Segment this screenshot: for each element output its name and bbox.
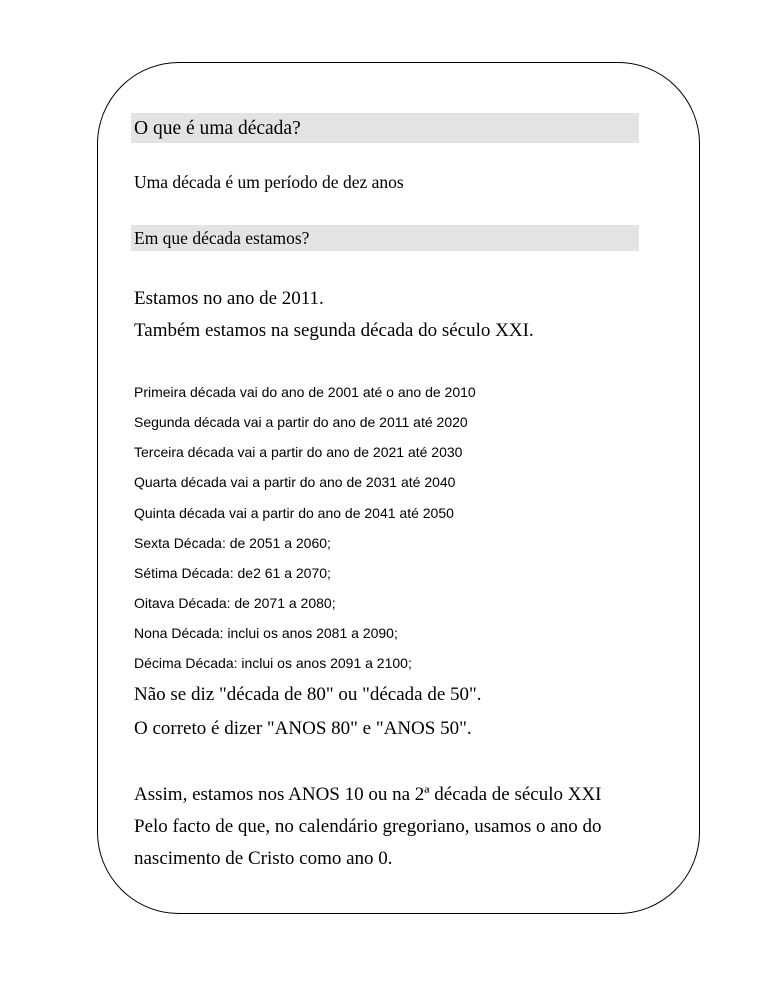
decade-list-item: Quarta década vai a partir do ano de 2031 até 2040	[134, 474, 456, 490]
note-wrong-usage: Não se diz "década de 80" ou "década de 50".	[134, 684, 482, 705]
section-heading-which-decade: Em que década estamos?	[131, 225, 639, 251]
decade-list-item: Nona Década: inclui os anos 2081 a 2090;	[134, 625, 398, 641]
decade-list-item: Décima Década: inclui os anos 2091 a 2100;	[134, 655, 412, 671]
conclusion-line-2: Pelo facto de que, no calendário gregoriano, usamos o ano do	[134, 816, 602, 837]
section-heading-what-is-decade: O que é uma década?	[131, 113, 639, 143]
definition-text: Uma década é um período de dez anos	[134, 172, 404, 192]
current-year-text: Estamos no ano de 2011.	[134, 288, 324, 309]
current-decade-text: Também estamos na segunda década do século XXI.	[134, 320, 534, 341]
decade-list-item: Primeira década vai do ano de 2001 até o ano de 2010	[134, 384, 476, 400]
conclusion-line-3: nascimento de Cristo como ano 0.	[134, 848, 393, 869]
conclusion-line-1: Assim, estamos nos ANOS 10 ou na 2ª década de século XXI	[134, 784, 602, 805]
decade-list-item: Terceira década vai a partir do ano de 2021 até 2030	[134, 444, 463, 460]
decade-list-item: Segunda década vai a partir do ano de 2011 até 2020	[134, 414, 468, 430]
decade-list-item: Sétima Década: de2 61 a 2070;	[134, 565, 331, 581]
note-correct-usage: O correto é dizer "ANOS 80" e "ANOS 50".	[134, 718, 472, 739]
decade-list-item: Quinta década vai a partir do ano de 2041 até 2050	[134, 505, 454, 521]
decade-list-item: Sexta Década: de 2051 a 2060;	[134, 535, 331, 551]
decade-list-item: Oitava Década: de 2071 a 2080;	[134, 595, 336, 611]
